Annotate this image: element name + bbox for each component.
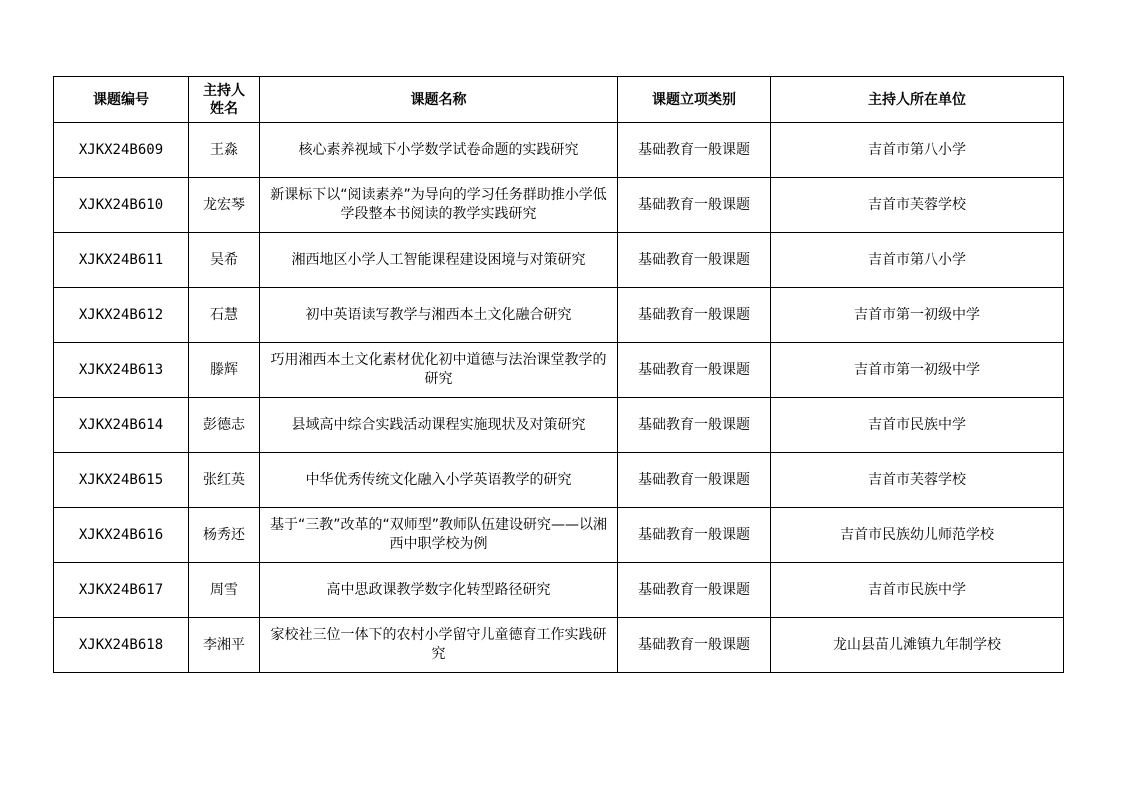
cell-project-category: 基础教育一般课题 <box>618 618 771 673</box>
cell-project-category: 基础教育一般课题 <box>618 563 771 618</box>
cell-project-category: 基础教育一般课题 <box>618 398 771 453</box>
cell-project-title: 初中英语读写教学与湘西本土文化融合研究 <box>260 288 618 343</box>
header-leader-name <box>189 77 260 123</box>
project-table <box>53 76 1064 673</box>
cell-leader-name: 王淼 <box>189 123 260 178</box>
cell-leader-name: 滕辉 <box>189 343 260 398</box>
table-row <box>54 563 1064 618</box>
cell-project-title: 核心素养视域下小学数学试卷命题的实践研究 <box>260 123 618 178</box>
cell-leader-unit: 吉首市民族幼儿师范学校 <box>771 508 1064 563</box>
cell-project-id: XJKX24B612 <box>54 288 189 343</box>
cell-project-category: 基础教育一般课题 <box>618 453 771 508</box>
cell-project-title: 湘西地区小学人工智能课程建设困境与对策研究 <box>260 233 618 288</box>
cell-project-id: XJKX24B609 <box>54 123 189 178</box>
cell-project-title: 新课标下以“阅读素养”为导向的学习任务群助推小学低学段整本书阅读的教学实践研究 <box>260 178 618 233</box>
cell-project-id: XJKX24B610 <box>54 178 189 233</box>
cell-leader-unit: 吉首市民族中学 <box>771 398 1064 453</box>
table-row <box>54 453 1064 508</box>
cell-project-id: XJKX24B611 <box>54 233 189 288</box>
header-leader-unit: 主持人所在单位 <box>771 77 1064 123</box>
cell-project-title: 高中思政课教学数字化转型路径研究 <box>260 563 618 618</box>
cell-project-id: XJKX24B613 <box>54 343 189 398</box>
header-leader-name-text: 主持人 姓名 <box>203 82 245 117</box>
table-row <box>54 508 1064 563</box>
cell-leader-name: 周雪 <box>189 563 260 618</box>
cell-leader-name: 张红英 <box>189 453 260 508</box>
cell-project-category: 基础教育一般课题 <box>618 123 771 178</box>
table-row <box>54 233 1064 288</box>
cell-project-title: 巧用湘西本土文化素材优化初中道德与法治课堂教学的研究 <box>260 343 618 398</box>
table-row <box>54 288 1064 343</box>
cell-project-title: 家校社三位一体下的农村小学留守儿童德育工作实践研究 <box>260 618 618 673</box>
cell-project-id: XJKX24B614 <box>54 398 189 453</box>
cell-project-id: XJKX24B618 <box>54 618 189 673</box>
table-header-row <box>54 77 1064 123</box>
cell-leader-name: 石慧 <box>189 288 260 343</box>
cell-project-category: 基础教育一般课题 <box>618 288 771 343</box>
cell-project-title: 中华优秀传统文化融入小学英语教学的研究 <box>260 453 618 508</box>
cell-project-title: 县域高中综合实践活动课程实施现状及对策研究 <box>260 398 618 453</box>
header-project-id: 课题编号 <box>54 77 189 123</box>
cell-project-id: XJKX24B616 <box>54 508 189 563</box>
header-project-category: 课题立项类别 <box>618 77 771 123</box>
cell-leader-unit: 吉首市民族中学 <box>771 563 1064 618</box>
table-row <box>54 618 1064 673</box>
cell-leader-name: 吴希 <box>189 233 260 288</box>
table-row <box>54 398 1064 453</box>
cell-leader-name: 李湘平 <box>189 618 260 673</box>
cell-leader-unit: 龙山县苗儿滩镇九年制学校 <box>771 618 1064 673</box>
header-project-title: 课题名称 <box>260 77 618 123</box>
cell-leader-name: 杨秀还 <box>189 508 260 563</box>
cell-leader-unit: 吉首市芙蓉学校 <box>771 178 1064 233</box>
table-row <box>54 178 1064 233</box>
table-row <box>54 123 1064 178</box>
cell-leader-unit: 吉首市第八小学 <box>771 123 1064 178</box>
cell-project-category: 基础教育一般课题 <box>618 233 771 288</box>
cell-leader-name: 龙宏琴 <box>189 178 260 233</box>
cell-leader-unit: 吉首市第一初级中学 <box>771 343 1064 398</box>
cell-project-title: 基于“三教”改革的“双师型”教师队伍建设研究——以湘西中职学校为例 <box>260 508 618 563</box>
cell-leader-name: 彭德志 <box>189 398 260 453</box>
cell-project-id: XJKX24B617 <box>54 563 189 618</box>
cell-leader-unit: 吉首市第一初级中学 <box>771 288 1064 343</box>
cell-leader-unit: 吉首市芙蓉学校 <box>771 453 1064 508</box>
cell-project-category: 基础教育一般课题 <box>618 343 771 398</box>
cell-leader-unit: 吉首市第八小学 <box>771 233 1064 288</box>
cell-project-category: 基础教育一般课题 <box>618 178 771 233</box>
table-row <box>54 343 1064 398</box>
cell-project-id: XJKX24B615 <box>54 453 189 508</box>
cell-project-category: 基础教育一般课题 <box>618 508 771 563</box>
